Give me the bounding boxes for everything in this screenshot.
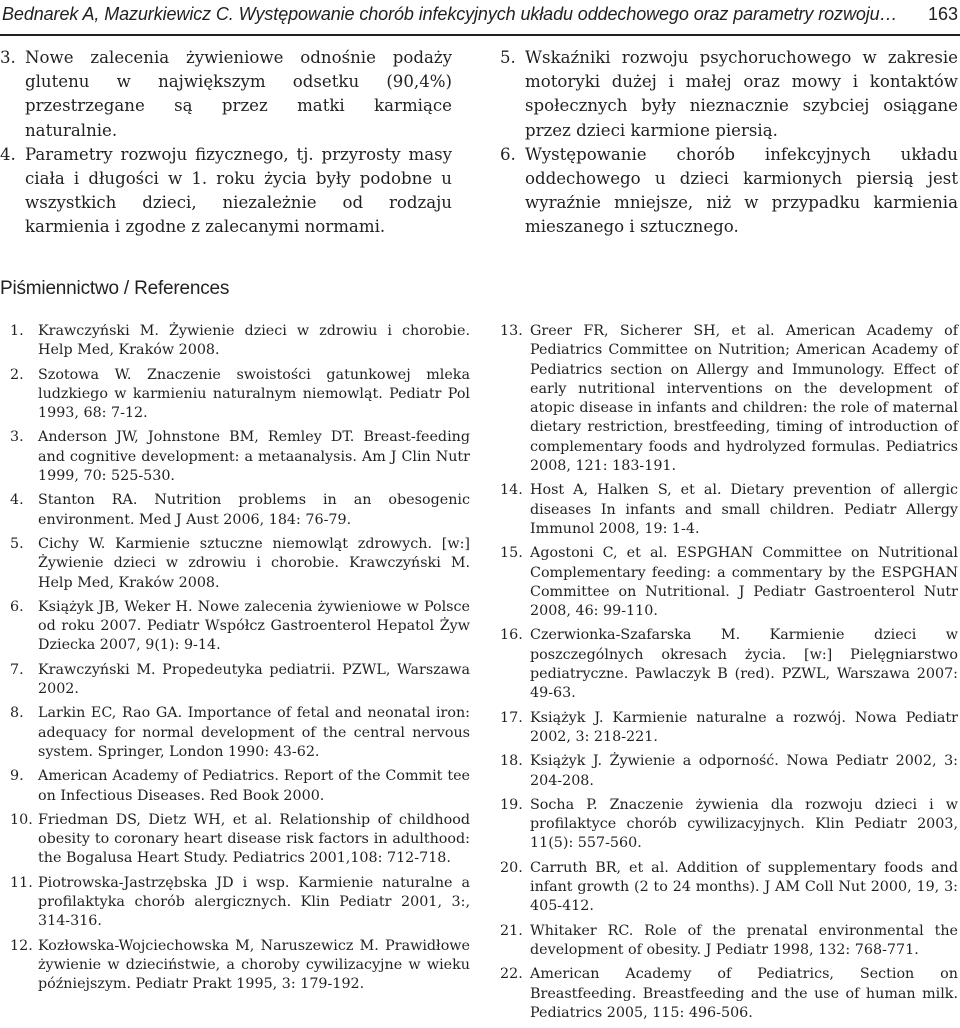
- conclusion-text: Parametry rozwoju fizycznego, tj. przyrosty masy ciała i długości w 1. roku życia były podobne u wszystkich dzieci, niezależnie od rodzaju karmienia i zgodne z zalecanymi normami.: [25, 144, 452, 237]
- conclusions-right-column: [500, 46, 958, 240]
- conclusion-item: [500, 46, 958, 143]
- reference-number: 18.: [500, 753, 523, 770]
- reference-text: American Academy of Pediatrics. Report of the Commit tee on Infectious Diseases. Red Book 2000.: [38, 768, 470, 804]
- reference-number: 14.: [500, 482, 523, 499]
- conclusion-item: [0, 46, 452, 143]
- reference-text: Carruth BR, et al. Addition of supplementary foods and infant growth (2 to 24 months). J AM Coll Nut 2000, 19, 3: 405-412.: [530, 859, 958, 915]
- reference-text: Książyk JB, Weker H. Nowe zalecenia żywieniowe w Polsce od roku 2007. Pediatr Współcz Gastroenterol Hepatol Żyw Dziecka 2007, 9(1): 9-14.: [38, 598, 470, 654]
- conclusion-item: [500, 143, 958, 240]
- reference-text: Czerwionka-Szafarska M. Karmienie dzieci w poszczególnych okresach życia. [w:] Pielęgniarstwo pediatryczne. Pawlaczyk B (red). PZWL, Warszawa 2007: 49-63.: [530, 627, 958, 702]
- reference-text: Larkin EC, Rao GA. Importance of fetal and neonatal iron: adequacy for normal development of the central nervous system. Springer, London 1990: 43-62.: [38, 705, 470, 760]
- reference-number: 11.: [10, 874, 33, 891]
- reference-number: 16.: [500, 627, 523, 644]
- reference-number: 21.: [500, 922, 523, 939]
- reference-item: [500, 322, 958, 476]
- reference-number: 2.: [10, 366, 24, 383]
- reference-item: [10, 767, 470, 806]
- reference-item: [10, 661, 470, 700]
- reference-text: Piotrowska-Jastrzębska JD i wsp. Karmienie naturalne a profilaktyka chorób alergicznych. Klin Pediatr 2001, 3:, 314-316.: [38, 874, 470, 930]
- references-heading: Piśmiennictwo / References: [0, 278, 230, 299]
- reference-item: [500, 481, 958, 539]
- reference-number: 3.: [10, 429, 24, 446]
- conclusions-left-column: [0, 46, 452, 240]
- reference-item: [500, 752, 958, 791]
- references-right-column: [500, 322, 958, 1028]
- running-header: [0, 0, 960, 36]
- reference-item: [500, 796, 958, 854]
- reference-item: [500, 922, 958, 961]
- reference-number: 15.: [500, 545, 523, 562]
- reference-text: Stanton RA. Nutrition problems in an obesogenic environment. Med J Aust 2006, 184: 76-79.: [38, 492, 470, 528]
- reference-item: [10, 811, 470, 869]
- conclusion-number: 4.: [0, 144, 16, 164]
- reference-text: Host A, Halken S, et al. Dietary prevention of allergic diseases In infants and small children. Pediatr Allergy Immunol 2008, 19: 1-4.: [530, 482, 958, 537]
- conclusion-number: 6.: [500, 144, 516, 164]
- reference-item: [500, 859, 958, 917]
- reference-text: Anderson JW, Johnstone BM, Remley DT. Breast-feeding and cognitive development: a metaanalysis. Am J Clin Nutr 1999, 70: 525-530.: [38, 429, 470, 485]
- reference-text: Książyk J. Karmienie naturalne a rozwój. Nowa Pediatr 2002, 3: 218-221.: [530, 709, 958, 745]
- reference-item: [10, 704, 470, 762]
- reference-number: 12.: [10, 937, 33, 954]
- reference-text: Agostoni C, et al. ESPGHAN Committee on Nutritional Complementary feeding: a commentary by the ESPGHAN Committee on Nutritional. J Pediatr Gastroenterol Nutr 2008, 46: 99-110.: [530, 545, 958, 620]
- reference-number: 13.: [500, 323, 523, 339]
- reference-text: Greer FR, Sicherer SH, et al. American Academy of Pediatrics Committee on Nutrition; American Academy of Pediatrics section on Allergy and Immunology. Effect of early nutritional interventions on the development of atopic disease in infants and children: the role of maternal dietary restriction, brestfeeding, timing of introduction of complementary foods and hydrolyzed formulas. Pediatrics 2008, 121: 183-191.: [530, 323, 958, 475]
- reference-item: [500, 965, 958, 1023]
- reference-number: 9.: [10, 768, 24, 785]
- conclusion-text: Występowanie chorób infekcyjnych układu oddechowego u dzieci karmionych piersią jest wyraźnie mniejsze, niż w przypadku karmienia mieszanego i sztucznego.: [525, 144, 958, 237]
- reference-text: Krawczyński M. Propedeutyka pediatrii. PZWL, Warszawa 2002.: [38, 661, 470, 698]
- reference-number: 10.: [10, 811, 33, 828]
- reference-item: [10, 874, 470, 932]
- reference-number: 17.: [500, 709, 523, 726]
- reference-number: 5.: [10, 535, 24, 552]
- reference-text: Krawczyński M. Żywienie dzieci w zdrowiu i chorobie. Help Med, Kraków 2008.: [38, 323, 470, 359]
- running-title: Bednarek A, Mazurkiewicz C. Występowanie chorób infekcyjnych układu oddechowego oraz parametry rozwoju…: [2, 4, 898, 24]
- reference-item: [10, 428, 470, 486]
- reference-number: 20.: [500, 859, 523, 876]
- reference-item: [10, 366, 470, 424]
- reference-item: [10, 535, 470, 593]
- page-number: 163: [927, 4, 958, 24]
- references-left-column: [10, 322, 470, 1000]
- reference-number: 19.: [500, 796, 523, 813]
- reference-item: [10, 598, 470, 656]
- reference-item: [10, 491, 470, 530]
- reference-item: [10, 322, 470, 361]
- reference-text: Whitaker RC. Role of the prenatal environmental the development of obesity. J Pediatr 1998, 132: 768-771.: [530, 922, 958, 958]
- reference-text: Szotowa W. Znaczenie swoistości gatunkowej mleka ludzkiego w karmieniu naturalnym niemowląt. Pediatr Pol 1993, 68: 7-12.: [38, 366, 470, 422]
- reference-number: 4.: [10, 492, 24, 509]
- reference-item: [10, 937, 470, 995]
- conclusion-text: Nowe zalecenia żywieniowe odnośnie podaży glutenu w największym odsetku (90,4%) przestrzegane są przez matki karmiące naturalnie.: [25, 48, 452, 140]
- conclusion-text: Wskaźniki rozwoju psychoruchowego w zakresie motoryki dużej i małej oraz mowy i kontaktów społecznych były nieznacznie szybciej osiągane przez dzieci karmione piersią.: [525, 48, 958, 140]
- reference-item: [500, 626, 958, 703]
- conclusion-number: 5.: [500, 48, 516, 67]
- conclusion-item: [0, 143, 452, 240]
- reference-number: 7.: [10, 661, 24, 678]
- reference-number: 1.: [10, 323, 24, 339]
- reference-text: Cichy W. Karmienie sztuczne niemowląt zdrowych. [w:] Żywienie dzieci w zdrowiu i chorobie. Krawczyński M. Help Med, Kraków 2008.: [38, 535, 470, 591]
- conclusion-number: 3.: [0, 48, 16, 67]
- reference-number: 6.: [10, 598, 24, 615]
- reference-item: [500, 709, 958, 748]
- reference-text: Friedman DS, Dietz WH, et al. Relationship of childhood obesity to coronary heart disease risk factors in adulthood: the Bogalusa Heart Study. Pediatrics 2001,108: 712-718.: [38, 811, 470, 867]
- reference-text: Socha P. Znaczenie żywienia dla rozwoju dzieci i w profilaktyce chorób cywilizacyjnych. Klin Pediatr 2003, 11(5): 557-560.: [530, 796, 958, 852]
- reference-number: 22.: [500, 966, 523, 983]
- reference-item: [500, 544, 958, 621]
- reference-text: Kozłowska-Wojciechowska M, Naruszewicz M. Prawidłowe żywienie w dzieciństwie, a choroby cywilizacyjne w wieku późniejszym. Pediatr Prakt 1995, 3: 179-192.: [38, 937, 470, 993]
- reference-text: American Academy of Pediatrics, Section on Breastfeeding. Breastfeeding and the use of human milk. Pediatrics 2005, 115: 496-506.: [530, 966, 958, 1021]
- reference-text: Książyk J. Żywienie a odporność. Nowa Pediatr 2002, 3: 204-208.: [530, 753, 958, 789]
- reference-number: 8.: [10, 705, 24, 722]
